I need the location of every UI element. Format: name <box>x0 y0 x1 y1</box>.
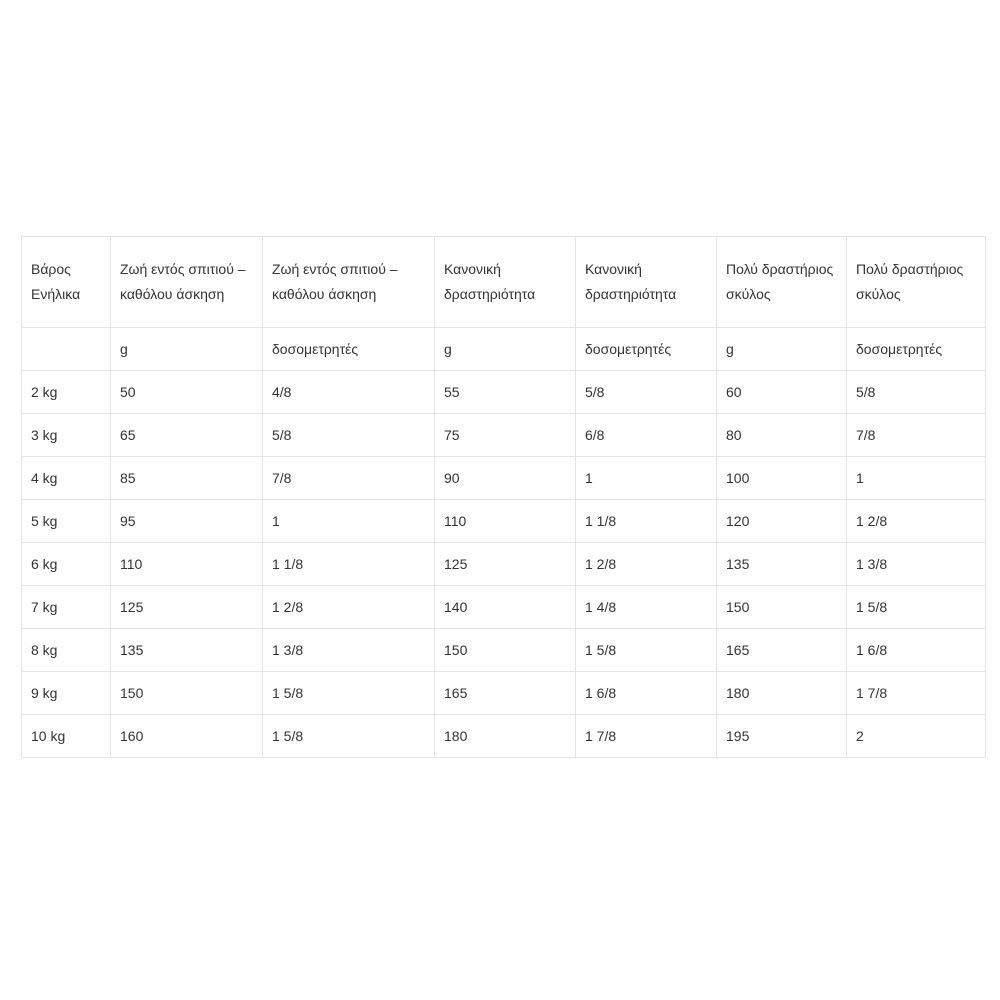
table-row <box>22 672 986 715</box>
table-cell: 150 <box>111 672 263 715</box>
table-cell: 180 <box>717 672 847 715</box>
header-cell: Πολύ δραστήριος σκύλος <box>847 237 986 328</box>
table-cell: 1 2/8 <box>576 543 717 586</box>
table-cell: 5/8 <box>263 414 435 457</box>
table-cell: 60 <box>717 371 847 414</box>
table-header-row <box>22 237 986 328</box>
table-cell: 4/8 <box>263 371 435 414</box>
table-cell: 50 <box>111 371 263 414</box>
table-cell: 75 <box>435 414 576 457</box>
table-cell: 165 <box>717 629 847 672</box>
table-row <box>22 371 986 414</box>
table-row <box>22 715 986 758</box>
table-cell: 150 <box>435 629 576 672</box>
unit-cell: δοσομετρητές <box>576 328 717 371</box>
header-cell: Πολύ δραστήριος σκύλος <box>717 237 847 328</box>
table-row <box>22 457 986 500</box>
unit-cell <box>22 328 111 371</box>
table-cell: 85 <box>111 457 263 500</box>
header-cell: Ζωή εντός σπιτιού – καθόλου άσκηση <box>111 237 263 328</box>
table-cell: 1 1/8 <box>263 543 435 586</box>
unit-cell: g <box>717 328 847 371</box>
table-cell: 5/8 <box>576 371 717 414</box>
table-cell: 95 <box>111 500 263 543</box>
table-cell: 110 <box>435 500 576 543</box>
table-row <box>22 414 986 457</box>
unit-cell: δοσομετρητές <box>263 328 435 371</box>
table-cell: 1 2/8 <box>263 586 435 629</box>
table-row <box>22 543 986 586</box>
table-cell: 6/8 <box>576 414 717 457</box>
table-cell: 120 <box>717 500 847 543</box>
table-cell: 195 <box>717 715 847 758</box>
table-cell: 150 <box>717 586 847 629</box>
table-cell: 90 <box>435 457 576 500</box>
header-cell: Ζωή εντός σπιτιού – καθόλου άσκηση <box>263 237 435 328</box>
feeding-table-container <box>21 236 985 758</box>
table-cell: 135 <box>717 543 847 586</box>
table-cell: 125 <box>435 543 576 586</box>
feeding-table <box>21 236 986 758</box>
unit-cell: g <box>435 328 576 371</box>
table-cell: 7/8 <box>263 457 435 500</box>
weight-cell: 10 kg <box>22 715 111 758</box>
table-cell: 5/8 <box>847 371 986 414</box>
weight-cell: 2 kg <box>22 371 111 414</box>
table-cell: 65 <box>111 414 263 457</box>
table-cell: 7/8 <box>847 414 986 457</box>
weight-cell: 5 kg <box>22 500 111 543</box>
table-cell: 1 4/8 <box>576 586 717 629</box>
table-row <box>22 586 986 629</box>
table-cell: 180 <box>435 715 576 758</box>
table-cell: 1 7/8 <box>847 672 986 715</box>
header-cell: Κανονική δραστηριότητα <box>435 237 576 328</box>
table-cell: 160 <box>111 715 263 758</box>
table-cell: 1 <box>263 500 435 543</box>
table-cell: 1 6/8 <box>847 629 986 672</box>
table-cell: 140 <box>435 586 576 629</box>
weight-cell: 3 kg <box>22 414 111 457</box>
table-cell: 165 <box>435 672 576 715</box>
table-cell: 1 <box>576 457 717 500</box>
weight-cell: 8 kg <box>22 629 111 672</box>
table-cell: 1 5/8 <box>263 715 435 758</box>
table-cell: 125 <box>111 586 263 629</box>
table-cell: 2 <box>847 715 986 758</box>
table-cell: 100 <box>717 457 847 500</box>
weight-cell: 7 kg <box>22 586 111 629</box>
table-cell: 1 6/8 <box>576 672 717 715</box>
table-row <box>22 629 986 672</box>
table-cell: 135 <box>111 629 263 672</box>
weight-cell: 6 kg <box>22 543 111 586</box>
table-unit-row <box>22 328 986 371</box>
weight-cell: 4 kg <box>22 457 111 500</box>
table-cell: 1 5/8 <box>847 586 986 629</box>
header-cell: Βάρος Ενήλικα <box>22 237 111 328</box>
table-cell: 1 <box>847 457 986 500</box>
header-cell: Κανονική δραστηριότητα <box>576 237 717 328</box>
table-cell: 80 <box>717 414 847 457</box>
unit-cell: g <box>111 328 263 371</box>
table-cell: 1 5/8 <box>576 629 717 672</box>
unit-cell: δοσομετρητές <box>847 328 986 371</box>
table-cell: 1 2/8 <box>847 500 986 543</box>
table-cell: 55 <box>435 371 576 414</box>
weight-cell: 9 kg <box>22 672 111 715</box>
table-cell: 110 <box>111 543 263 586</box>
table-cell: 1 1/8 <box>576 500 717 543</box>
table-body <box>22 237 986 758</box>
table-cell: 1 3/8 <box>263 629 435 672</box>
table-row <box>22 500 986 543</box>
table-cell: 1 3/8 <box>847 543 986 586</box>
table-cell: 1 7/8 <box>576 715 717 758</box>
table-cell: 1 5/8 <box>263 672 435 715</box>
